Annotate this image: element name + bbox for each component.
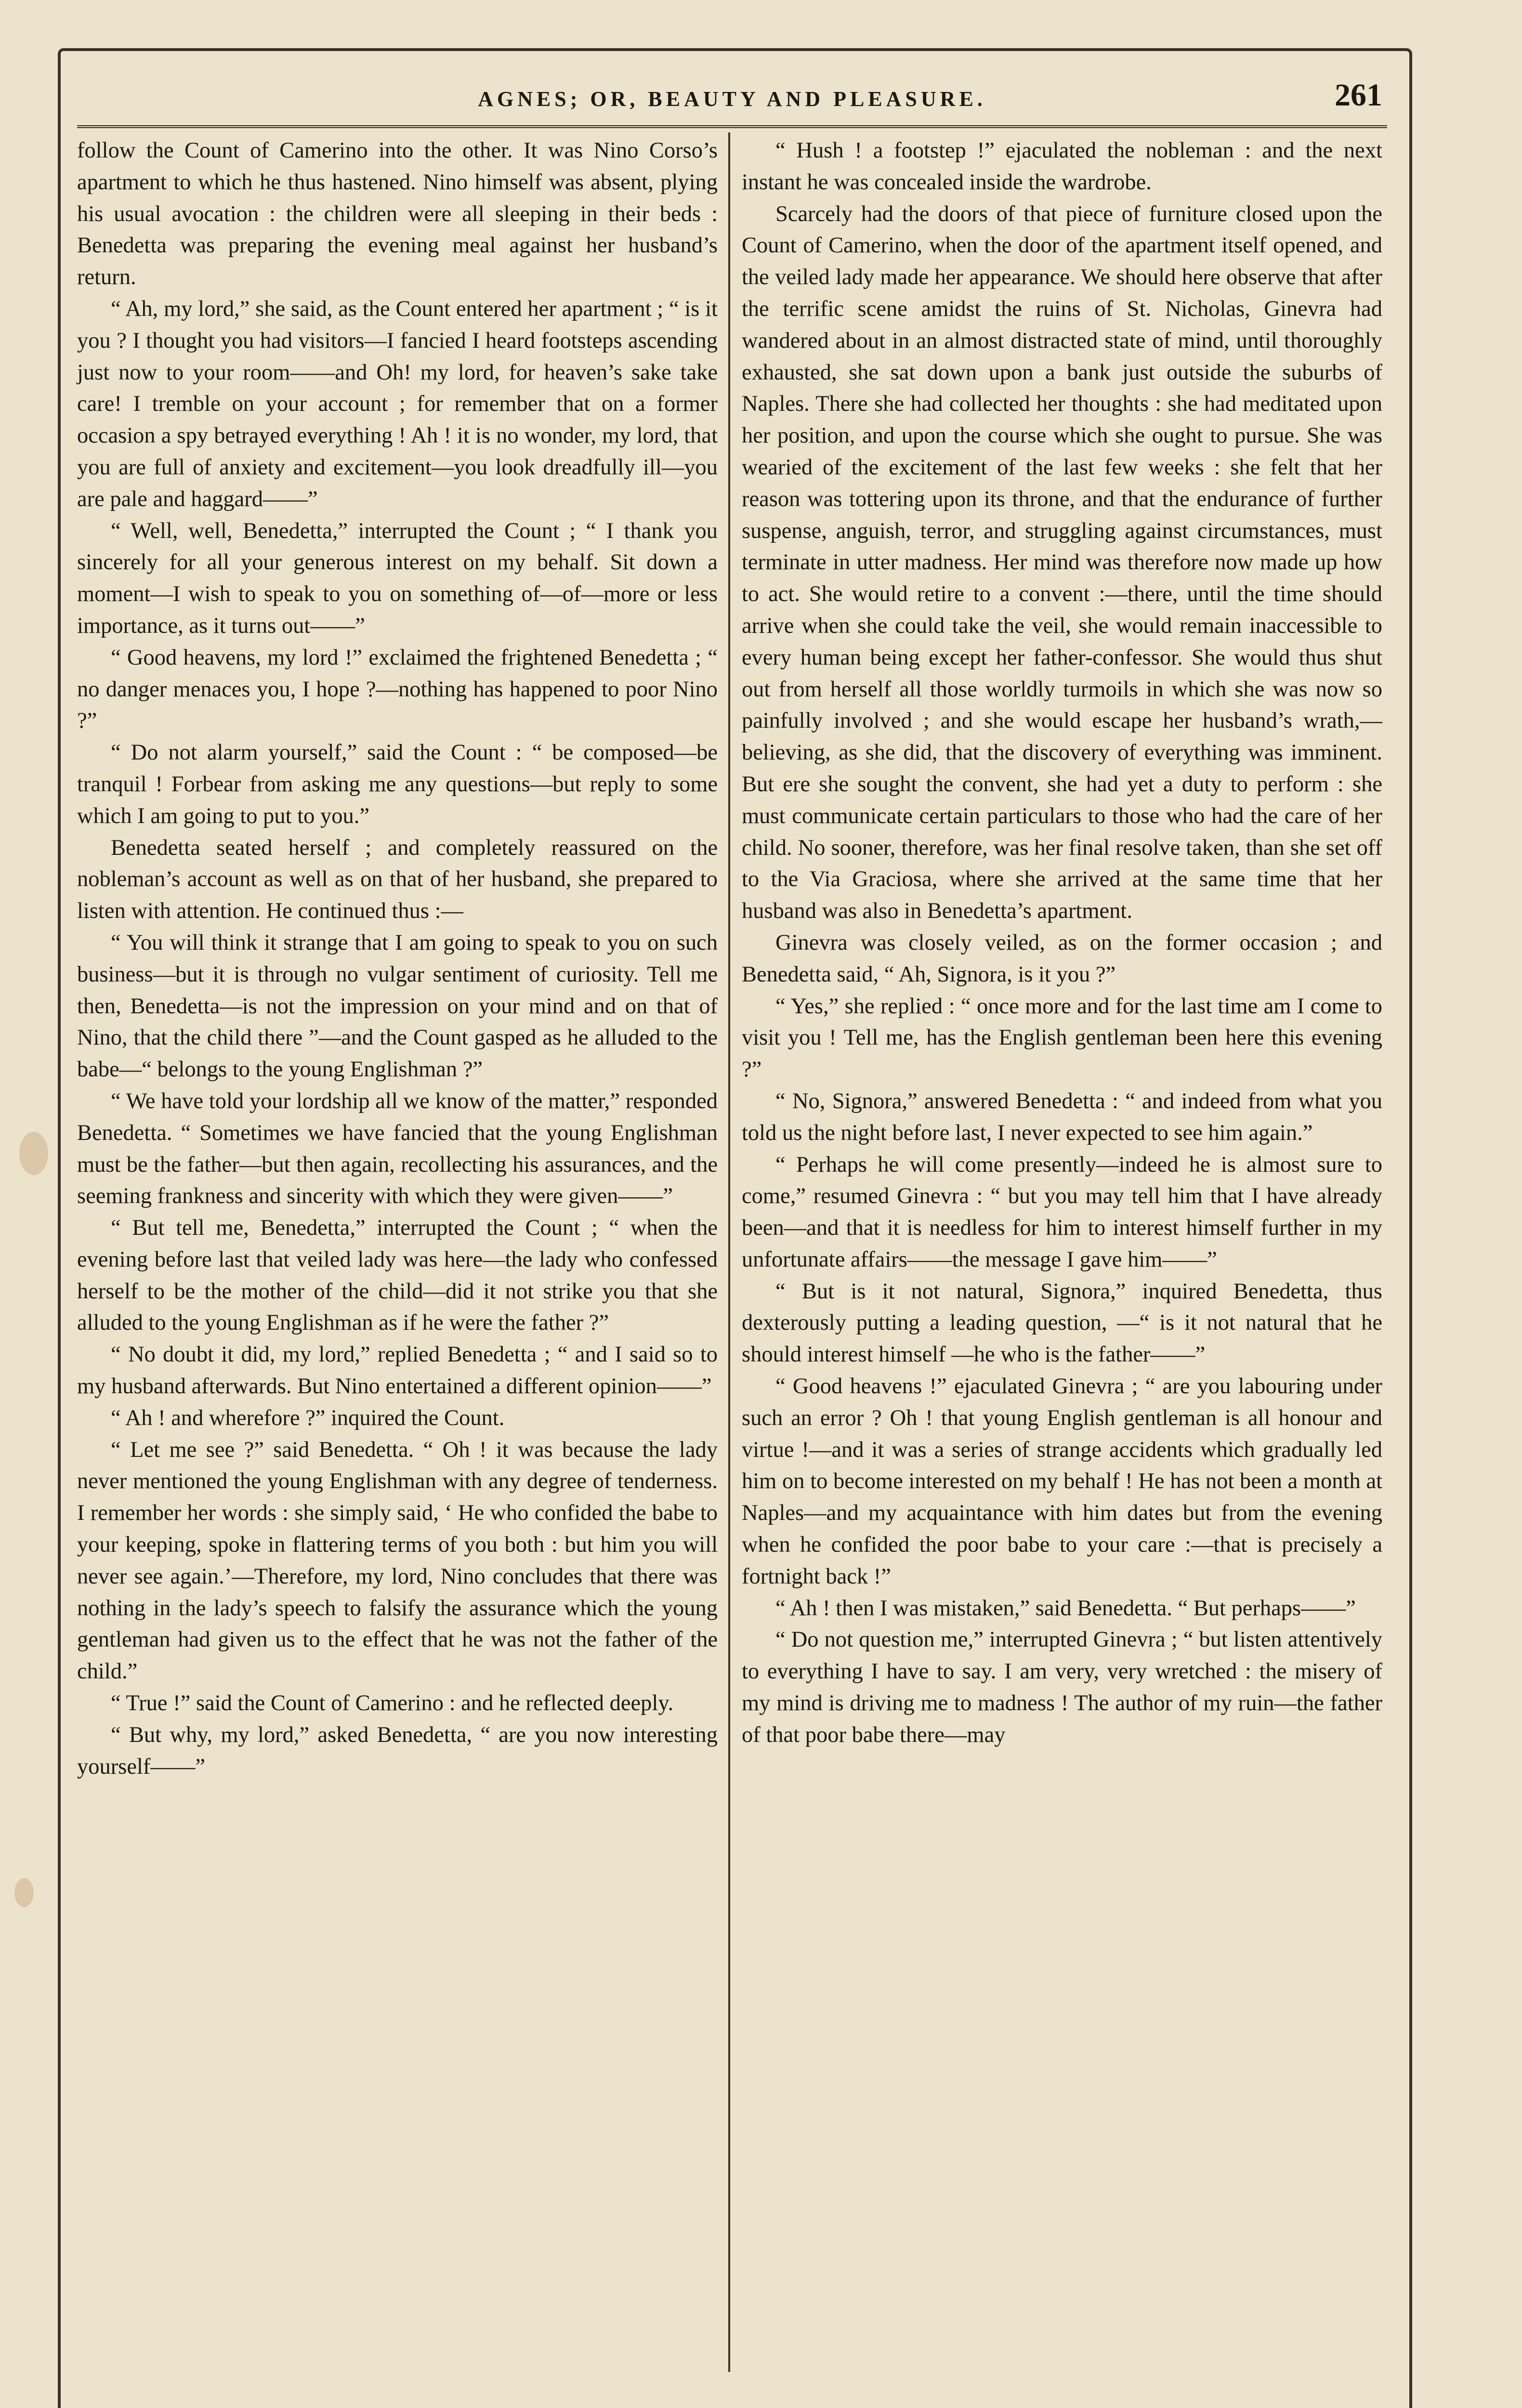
right-column [742,135,1382,1751]
paragraph: Scarcely had the doors of that piece of furniture closed upon the Count of Camerino, when the door of the apartment itself opened, and the veiled lady made her appearance. We should here observe that after the terrific scene amidst the ruins of St. Nicholas, Ginevra had wandered about in an almost distracted state of mind, until thoroughly exhausted, she sat down upon a bank just outside the suburbs of Naples. There she had collected her thoughts : she had meditated upon her position, and upon the course which she ought to pursue. She was wearied of the excitement of the last few weeks : she felt that her reason was tottering upon its throne, and that the endurance of further suspense, anguish, terror, and struggling against circumstances, must terminate in utter madness. Her mind was therefore now made up how to act. She would retire to a convent :—there, until the time should arrive when she could take the veil, she would remain inaccessible to every human being except her father-confessor. She would thus shut out from herself all those worldly turmoils in which she was now so painfully involved ; and she would escape her husband’s wrath,—believing, as she did, that the discovery of everything was imminent. But ere she sought the convent, she had yet a duty to perform : she must communicate certain particulars to those who had the care of her child. No sooner, therefore, was her final resolve taken, than she set off to the Via Graciosa, where she arrived at the same time that her husband was also in Benedetta’s apartment. [742,201,1382,924]
paragraph: “ Ah ! and wherefore ?” inquired the Count. [111,1405,505,1430]
running-head [77,72,1387,128]
paragraph: “ No, Signora,” answered Benedetta : “ and indeed from what you told us the night before last, I never expected to see him again.” [742,1088,1382,1145]
paragraph: “ True !” said the Count of Camerino : and he reflected deeply. [111,1691,674,1716]
paragraph: “ We have told your lordship all we know of the matter,” responded Benedetta. “ Sometimes we have fancied that the young Englishman must be the father—but then again, recollecting his assurances, and the seeming frankness and sincerity with which they were given——” [77,1088,718,1209]
page-number: 261 [1335,78,1382,113]
paragraph: follow the Count of Camerino into the other. It was Nino Corso’s apartment to which he thus hastened. Nino himself was absent, plying his usual avocation : the children were all sleeping in their beds : Benedetta was preparing the evening meal against her husband’s return. [77,138,718,290]
paragraph: “ Well, well, Benedetta,” interrupted the Count ; “ I thank you sincerely for all your generous interest on my behalf. Sit down a moment—I wish to speak to you on something of—of—more or less importance, as it turns out——” [77,518,718,638]
paragraph: “ Do not alarm yourself,” said the Count : “ be composed—be tranquil ! Forbear from asking me any questions—but reply to some which I am going to put to you.” [77,740,718,828]
paragraph: Ginevra was closely veiled, as on the former occasion ; and Benedetta said, “ Ah, Signora, is it you ?” [742,930,1382,987]
paragraph: “ Good heavens, my lord !” exclaimed the frightened Benedetta ; “ no danger menaces you, I hope ?—nothing has happened to poor Nino ?” [77,645,718,733]
paper-stain [14,1878,34,1907]
paper-stain [19,1132,48,1175]
running-head-title: AGNES; OR, BEAUTY AND PLEASURE. [478,87,986,111]
paragraph: “ Good heavens !” ejaculated Ginevra ; “ are you labouring under such an error ? Oh ! that young English gentleman is all honour and virtue !—and it was a series of strange accidents which gradually led him on to become interested on my behalf ! He has not been a month at Naples—and my acquaintance with him dates but from the evening when he confided the poor babe to your care :—that is precisely a fortnight back !” [742,1374,1382,1589]
paragraph: “ But is it not natural, Signora,” inquired Benedetta, thus dexterously putting a leading question, —“ is it not natural that he should interest himself —he who is the father——” [742,1279,1382,1367]
paragraph: “ Ah ! then I was mistaken,” said Benedetta. “ But perhaps——” [775,1596,1356,1621]
paragraph: “ No doubt it did, my lord,” replied Benedetta ; “ and I said so to my husband afterwards. But Nino entertained a different opinion——” [77,1342,718,1399]
paragraph: “ Perhaps he will come presently—indeed he is almost sure to come,” resumed Ginevra : “ but you may tell him that I have already been—and that it is needless for him to interest himself further in my unfortunate affairs——the message I gave him——” [742,1152,1382,1272]
paragraph: “ Let me see ?” said Benedetta. “ Oh ! it was because the lady never mentioned the young Englishman with any degree of tenderness. I remember her words : she simply said, ‘ He who confided the babe to your keeping, spoke in flattering terms of you both : but him you will never see again.’—Therefore, my lord, Nino concludes that there was nothing in the lady’s speech to falsify the assurance which the young gentleman had given us to the effect that he was not the father of the child.” [77,1437,718,1684]
paragraph: “ Yes,” she replied : “ once more and for the last time am I come to visit you ! Tell me, has the English gentleman been here this evening ?” [742,994,1382,1082]
left-column [77,135,718,1782]
paragraph: “ Hush ! a footstep !” ejaculated the nobleman : and the next instant he was concealed inside the wardrobe. [742,138,1382,195]
paragraph: “ But why, my lord,” asked Benedetta, “ are you now interesting yourself——” [77,1722,718,1779]
paragraph: “ Do not question me,” interrupted Ginevra ; “ but listen attentively to everything I have to say. I am very, very wretched : the misery of my mind is driving me to madness ! The author of my ruin—the father of that poor babe there—may [742,1627,1382,1747]
paragraph: Benedetta seated herself ; and completely reassured on the nobleman’s account as well as on that of her husband, she prepared to listen with attention. He continued thus :— [77,835,718,924]
paragraph: “ But tell me, Benedetta,” interrupted the Count ; “ when the evening before last that veiled lady was here—the lady who confessed herself to be the mother of the child—did it not strike you that she alluded to the young Englishman as if he were the father ?” [77,1216,718,1335]
column-divider [728,132,730,2372]
paragraph: “ You will think it strange that I am going to speak to you on such business—but it is through no vulgar sentiment of curiosity. Tell me then, Benedetta—is not the impression on your mind and on that of Nino, that the child there ”—and the Count gasped as he alluded to the babe—“ belongs to the young Englishman ?” [77,930,718,1082]
paragraph: “ Ah, my lord,” she said, as the Count entered her apartment ; “ is it you ? I thought you had visitors—I fancied I heard footsteps ascending just now to your room——and Oh! my lord, for heaven’s sake take care! I tremble on your account ; for remember that on a former occasion a spy betrayed everything ! Ah ! it is no wonder, my lord, that you are full of anxiety and excitement—you look dreadfully ill—you are pale and haggard——” [77,296,718,511]
